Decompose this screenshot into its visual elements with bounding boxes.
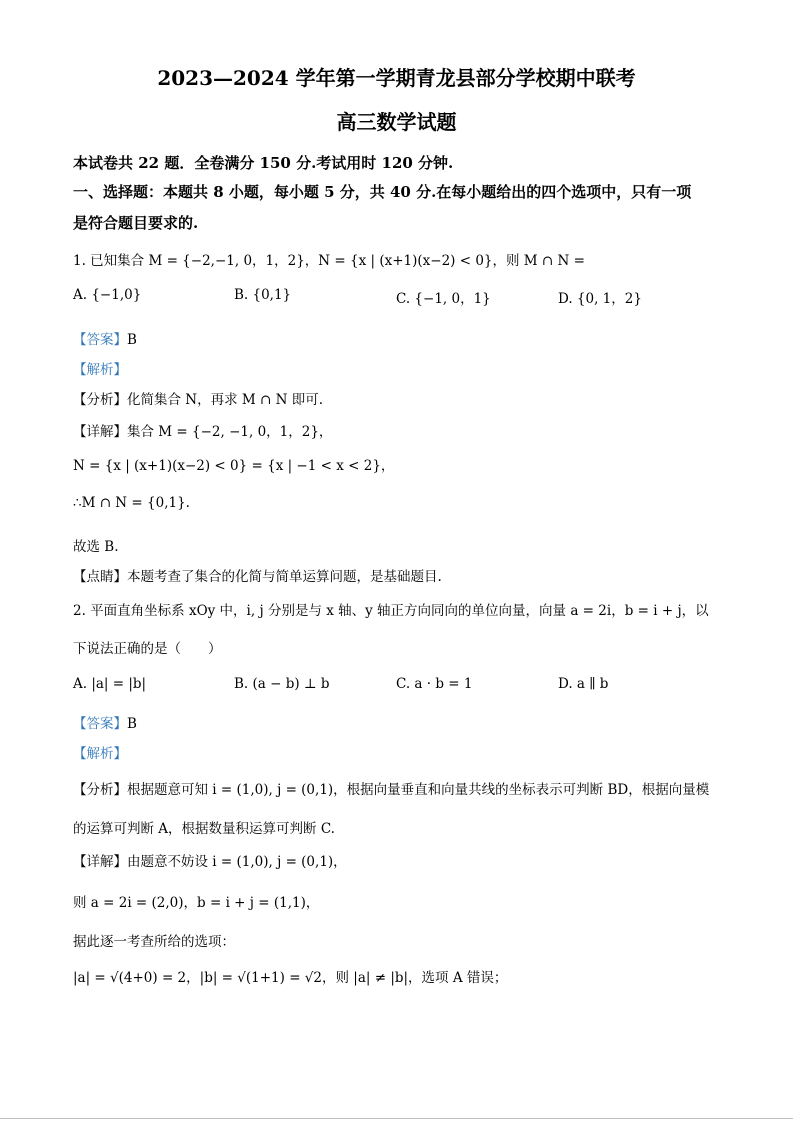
q1-option-b: B. {0,1} — [234, 287, 292, 303]
q1-option-d: D. {0, 1，2} — [558, 291, 642, 307]
q2-xiangjie: 【详解】由题意不妨设 i = (1,0), j = (0,1)， — [73, 854, 347, 870]
q2-step2: 据此逐一考查所给的选项： — [73, 934, 235, 950]
q2-option-b: B. (a − b) ⊥ b — [234, 676, 330, 692]
exam-info: 本试卷共 22 题．全卷满分 150 分.考试用时 120 分钟. — [73, 154, 454, 172]
q2-option-d: D. a ∥ b — [558, 676, 609, 692]
q2-option-a: A. |a| = |b| — [73, 676, 147, 692]
exam-title: 2023—2024 学年第一学期青龙县部分学校期中联考 — [157, 66, 636, 90]
q1-fenxi: 【分析】化简集合 N，再求 M ∩ N 即可. — [73, 392, 324, 408]
q2-stem-line2: 下说法正确的是（ ） — [73, 641, 222, 657]
q2-fenxi-line1: 【分析】根据题意可知 i = (1,0), j = (0,1)，根据向量垂直和向量共线的坐标表示可判断 BD，根据向量模 — [73, 782, 710, 798]
q1-answer-line — [73, 328, 137, 348]
section-heading-line2: 是符合题目要求的. — [73, 214, 199, 232]
q2-answer-tag: 【答案】 — [73, 716, 127, 732]
q2-option-c: C. a · b = 1 — [396, 676, 473, 692]
q2-stem-line1: 2. 平面直角坐标系 xOy 中，i, j 分别是与 x 轴、y 轴正方向同向的单位向量，向量 a = 2i，b = i + j，以 — [73, 603, 709, 619]
q1-option-a: A. {−1,0} — [73, 287, 142, 303]
exam-subtitle: 高三数学试题 — [336, 110, 457, 134]
q1-choose: 故选 B. — [73, 539, 119, 555]
q2-answer-line — [73, 712, 137, 732]
q2-step1: 则 a = 2i = (2,0)，b = i + j = (1,1)， — [73, 895, 320, 911]
q2-answer-value: B — [127, 716, 137, 732]
q1-analysis-tag: 【解析】 — [73, 362, 127, 378]
q2-analysis-tag: 【解析】 — [73, 746, 127, 762]
page-bottom-divider — [0, 1118, 793, 1119]
q1-stem: 1. 已知集合 M = {−2,−1, 0，1，2}，N = {x | (x+1)(x−2) < 0}，则 M ∩ N = — [73, 253, 585, 269]
q2-step3: |a| = √(4+0) = 2，|b| = √(1+1) = √2，则 |a| ≠ |b|，选项 A 错误； — [73, 970, 508, 986]
q2-fenxi-line2: 的运算可判断 A，根据数量积运算可判断 C. — [73, 821, 335, 837]
q1-step1: N = {x | (x+1)(x−2) < 0} = {x | −1 < x < 2}， — [73, 458, 395, 474]
q1-answer-value: B — [127, 332, 137, 348]
q1-dianjing: 【点睛】本题考查了集合的化简与简单运算问题，是基础题目. — [73, 569, 442, 585]
q1-answer-tag: 【答案】 — [73, 332, 127, 348]
q1-step2: ∴M ∩ N = {0,1}. — [73, 495, 190, 511]
q1-xiangjie: 【详解】集合 M = {−2, −1, 0，1，2}， — [73, 424, 333, 440]
q1-option-c: C. {−1, 0，1} — [396, 291, 491, 307]
section-heading-line1: 一、选择题：本题共 8 小题，每小题 5 分，共 40 分.在每小题给出的四个选项中，只有一项 — [73, 183, 692, 201]
